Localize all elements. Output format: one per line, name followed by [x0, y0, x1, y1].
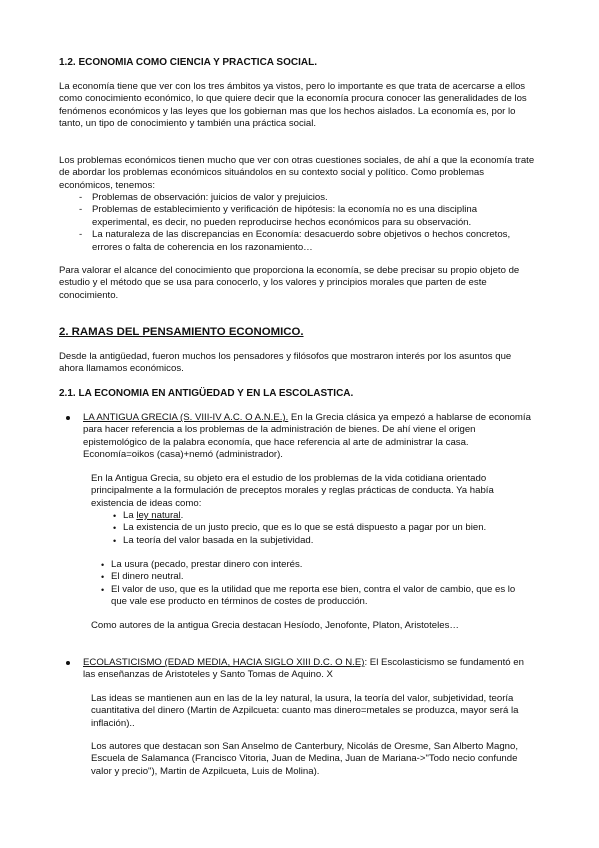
list-item: - La naturaleza de las discrepancias en Economía: desacuerdo sobre objetivos o hechos concretos, errores o falta de coherencia en los razonamiento…	[79, 229, 537, 254]
greece-title: LA ANTIGUA GRECIA (S. VIII-IV A.C. O A.N.E.).	[83, 412, 289, 423]
heading-2: 2. RAMAS DEL PENSAMIENTO ECONOMICO.	[59, 326, 304, 338]
paragraph-greece-object: En la Antigua Grecia, su objeto era el estudio de los problemas de la vida cotidiana orientado principalmente a la formulación de preceptos morales y reglas prácticas de conducta. Ya había existencia de ideas como:	[91, 473, 494, 509]
paragraph-scholastic-ideas: Las ideas se mantienen aun en las de la ley natural, la usura, la teoría del valor, subjetividad, teoría cuantitativa del dinero (Martin de Azpilcueta: cuanto mas dinero=metales se produzca, mayor será la inflación)..	[91, 693, 519, 729]
natural-law-link: ley natural	[136, 510, 181, 521]
paragraph-greece-authors: Como autores de la antigua Grecia destacan Hesíodo, Jenofonte, Platon, Aristoteles…	[91, 620, 459, 631]
list-item: • La usura (pecado, prestar dinero con interés.	[101, 559, 533, 571]
problems-list	[79, 192, 537, 254]
heading-1-2: 1.2. ECONOMIA COMO CIENCIA Y PRACTICA SOCIAL.	[59, 57, 317, 68]
list-item: - Problemas de observación: juicios de valor y prejuicios.	[79, 192, 537, 204]
bullet-dot	[66, 661, 70, 665]
scholastic-title: ECOLASTICISMO (EDAD MEDIA, HACIA SIGLO XIII D.C. O N.E)	[83, 657, 365, 668]
bullet-dot	[66, 416, 70, 420]
paragraph-antiquity: Desde la antigüedad, fueron muchos los pensadores y filósofos que mostraron interés por los asuntos que ahora llamamos económicos.	[59, 351, 512, 375]
list-item: • La ley natural.	[113, 510, 533, 522]
greece-bullet	[66, 412, 538, 462]
scholastic-intro	[83, 657, 538, 682]
list-item: • La existencia de un justo precio, que es lo que se está dispuesto a pagar por un bien.	[113, 522, 533, 534]
list-item: - Problemas de establecimiento y verificación de hipótesis: la economía no es una disciplina experimental, es decir, no pueden reproducirse hechos económicos para su observación.	[79, 204, 537, 229]
paragraph-economic-problems: Los problemas económicos tienen mucho que ver con otras cuestiones sociales, de ahí a que la economía trate de abordar los problemas económicos situándolos en su contexto social y político. Como problemas económicos, tenemos:	[59, 155, 535, 191]
greece-intro	[83, 412, 538, 462]
scholastic-bullet	[66, 657, 538, 682]
heading-2-1: 2.1. LA ECONOMIA EN ANTIGÜEDAD Y EN LA ESCOLASTICA.	[59, 388, 354, 399]
paragraph-economy-knowledge: La economía tiene que ver con los tres ámbitos ya vistos, pero lo importante es que trata de acercarse a ellos como conocimiento económico, lo que quiere decir que la economía procura conocer las generalidades de los fenómenos económicos y las leyes que los gobiernan mas que los hechos aislados. La economía es, por lo tanto, un tipo de conocimiento y también una práctica social.	[59, 81, 527, 130]
list-item: • La teoría del valor basada en la subjetividad.	[113, 535, 533, 547]
list-item: • El dinero neutral.	[101, 571, 533, 583]
greece-ideas-mid	[101, 559, 533, 609]
greece-intro-text: En la Grecia clásica ya empezó a hablarse de economía para hacer referencia a los problemas de la administración de bienes. De ahí viene el origen epistemológico de la palabra economía, que hace referencia al arte de administrar la casa. Economía=oikos (casa)+nemó (administrador).	[83, 412, 531, 461]
scholastic-intro-text: : El Escolasticismo se fundamentó en las enseñanzas de Aristoteles y Santo Tomas de Aquino. X	[83, 657, 524, 681]
greece-ideas-deep	[113, 510, 533, 547]
paragraph-knowledge-scope: Para valorar el alcance del conocimiento que proporciona la economía, se debe precisar su propio objeto de estudio y el método que se usa para conocerlo, y los valores y principios morales que parten de este conocimiento.	[59, 265, 520, 301]
list-item: • El valor de uso, que es la utilidad que me reporta ese bien, contra el valor de cambio, que es lo que vale ese producto en términos de costes de producción.	[101, 584, 533, 609]
paragraph-scholastic-authors: Los autores que destacan son San Anselmo de Canterbury, Nicolás de Oresme, San Alberto Magno, Escuela de Salamanca (Francisco Vitoria, Juan de Medina, Juan de Mariana->"Todo necio confunde valor y precio"), Martin de Azpilcueta, Luis de Molina).	[91, 741, 518, 777]
